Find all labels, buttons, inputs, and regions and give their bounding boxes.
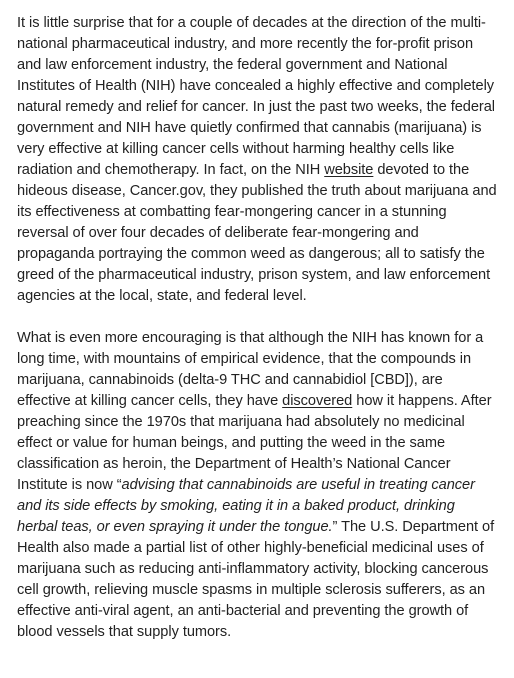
website-link[interactable]: website (324, 162, 374, 178)
paragraph-1 (17, 13, 499, 307)
nci-quote: advising that cannabinoids are useful in treating cancer and its side effects by smoking, eating it in a baked product, drinking herbal teas, or even spraying it under the tongue. (17, 477, 475, 535)
paragraph-1-text-b: devoted to the hideous disease, Cancer.gov, they published the truth about marijuana and its effectiveness at combatting fear-mongering cancer in a stunning reversal of over four decades of deliberate fear-mongering and propaganda portraying the common weed as dangerous; all to satisfy the greed of the pharmaceutical industry, prison system, and law enforcement agencies at the local, state, and federal level. (17, 162, 497, 304)
discovered-link[interactable]: discovered (282, 393, 353, 409)
paragraph-2-text-c: ” The U.S. Department of Health also made a partial list of other highly-beneficial medicinal uses of marijuana such as reducing anti-inflammatory activity, blocking cancerous cell growth, relieving muscle spasms in multiple sclerosis sufferers, as an effective anti-viral agent, an anti-bacterial and preventing the growth of blood vessels that supply tumors. (17, 519, 495, 640)
paragraph-2-text-a: What is even more encouraging is that although the NIH has known for a long time, with mountains of empirical evidence, that the compounds in marijuana, cannabinoids (delta-9 THC and cannabidiol [CBD]), are effective at killing cancer cells, they have (17, 330, 484, 409)
paragraph-1-text-a: It is little surprise that for a couple of decades at the direction of the multi-national pharmaceutical industry, and more recently the for-profit prison and law enforcement industry, the federal government and National Institutes of Health (NIH) have concealed a highly effective and completely natural remedy and relief for cancer. In just the past two weeks, the federal government and NIH have quietly confirmed that cannabis (marijuana) is very effective at killing cancer cells without harming healthy cells like radiation and chemotherapy. In fact, on the NIH (17, 15, 496, 178)
paragraph-2-text-b: how it happens. After preaching since the 1970s that marijuana had absolutely no medicinal effect or value for human beings, and putting the weed in the same classification as heroin, the Department of Health’s National Cancer Institute is now “ (17, 393, 492, 493)
article-body (17, 13, 499, 664)
paragraph-2 (17, 328, 499, 643)
